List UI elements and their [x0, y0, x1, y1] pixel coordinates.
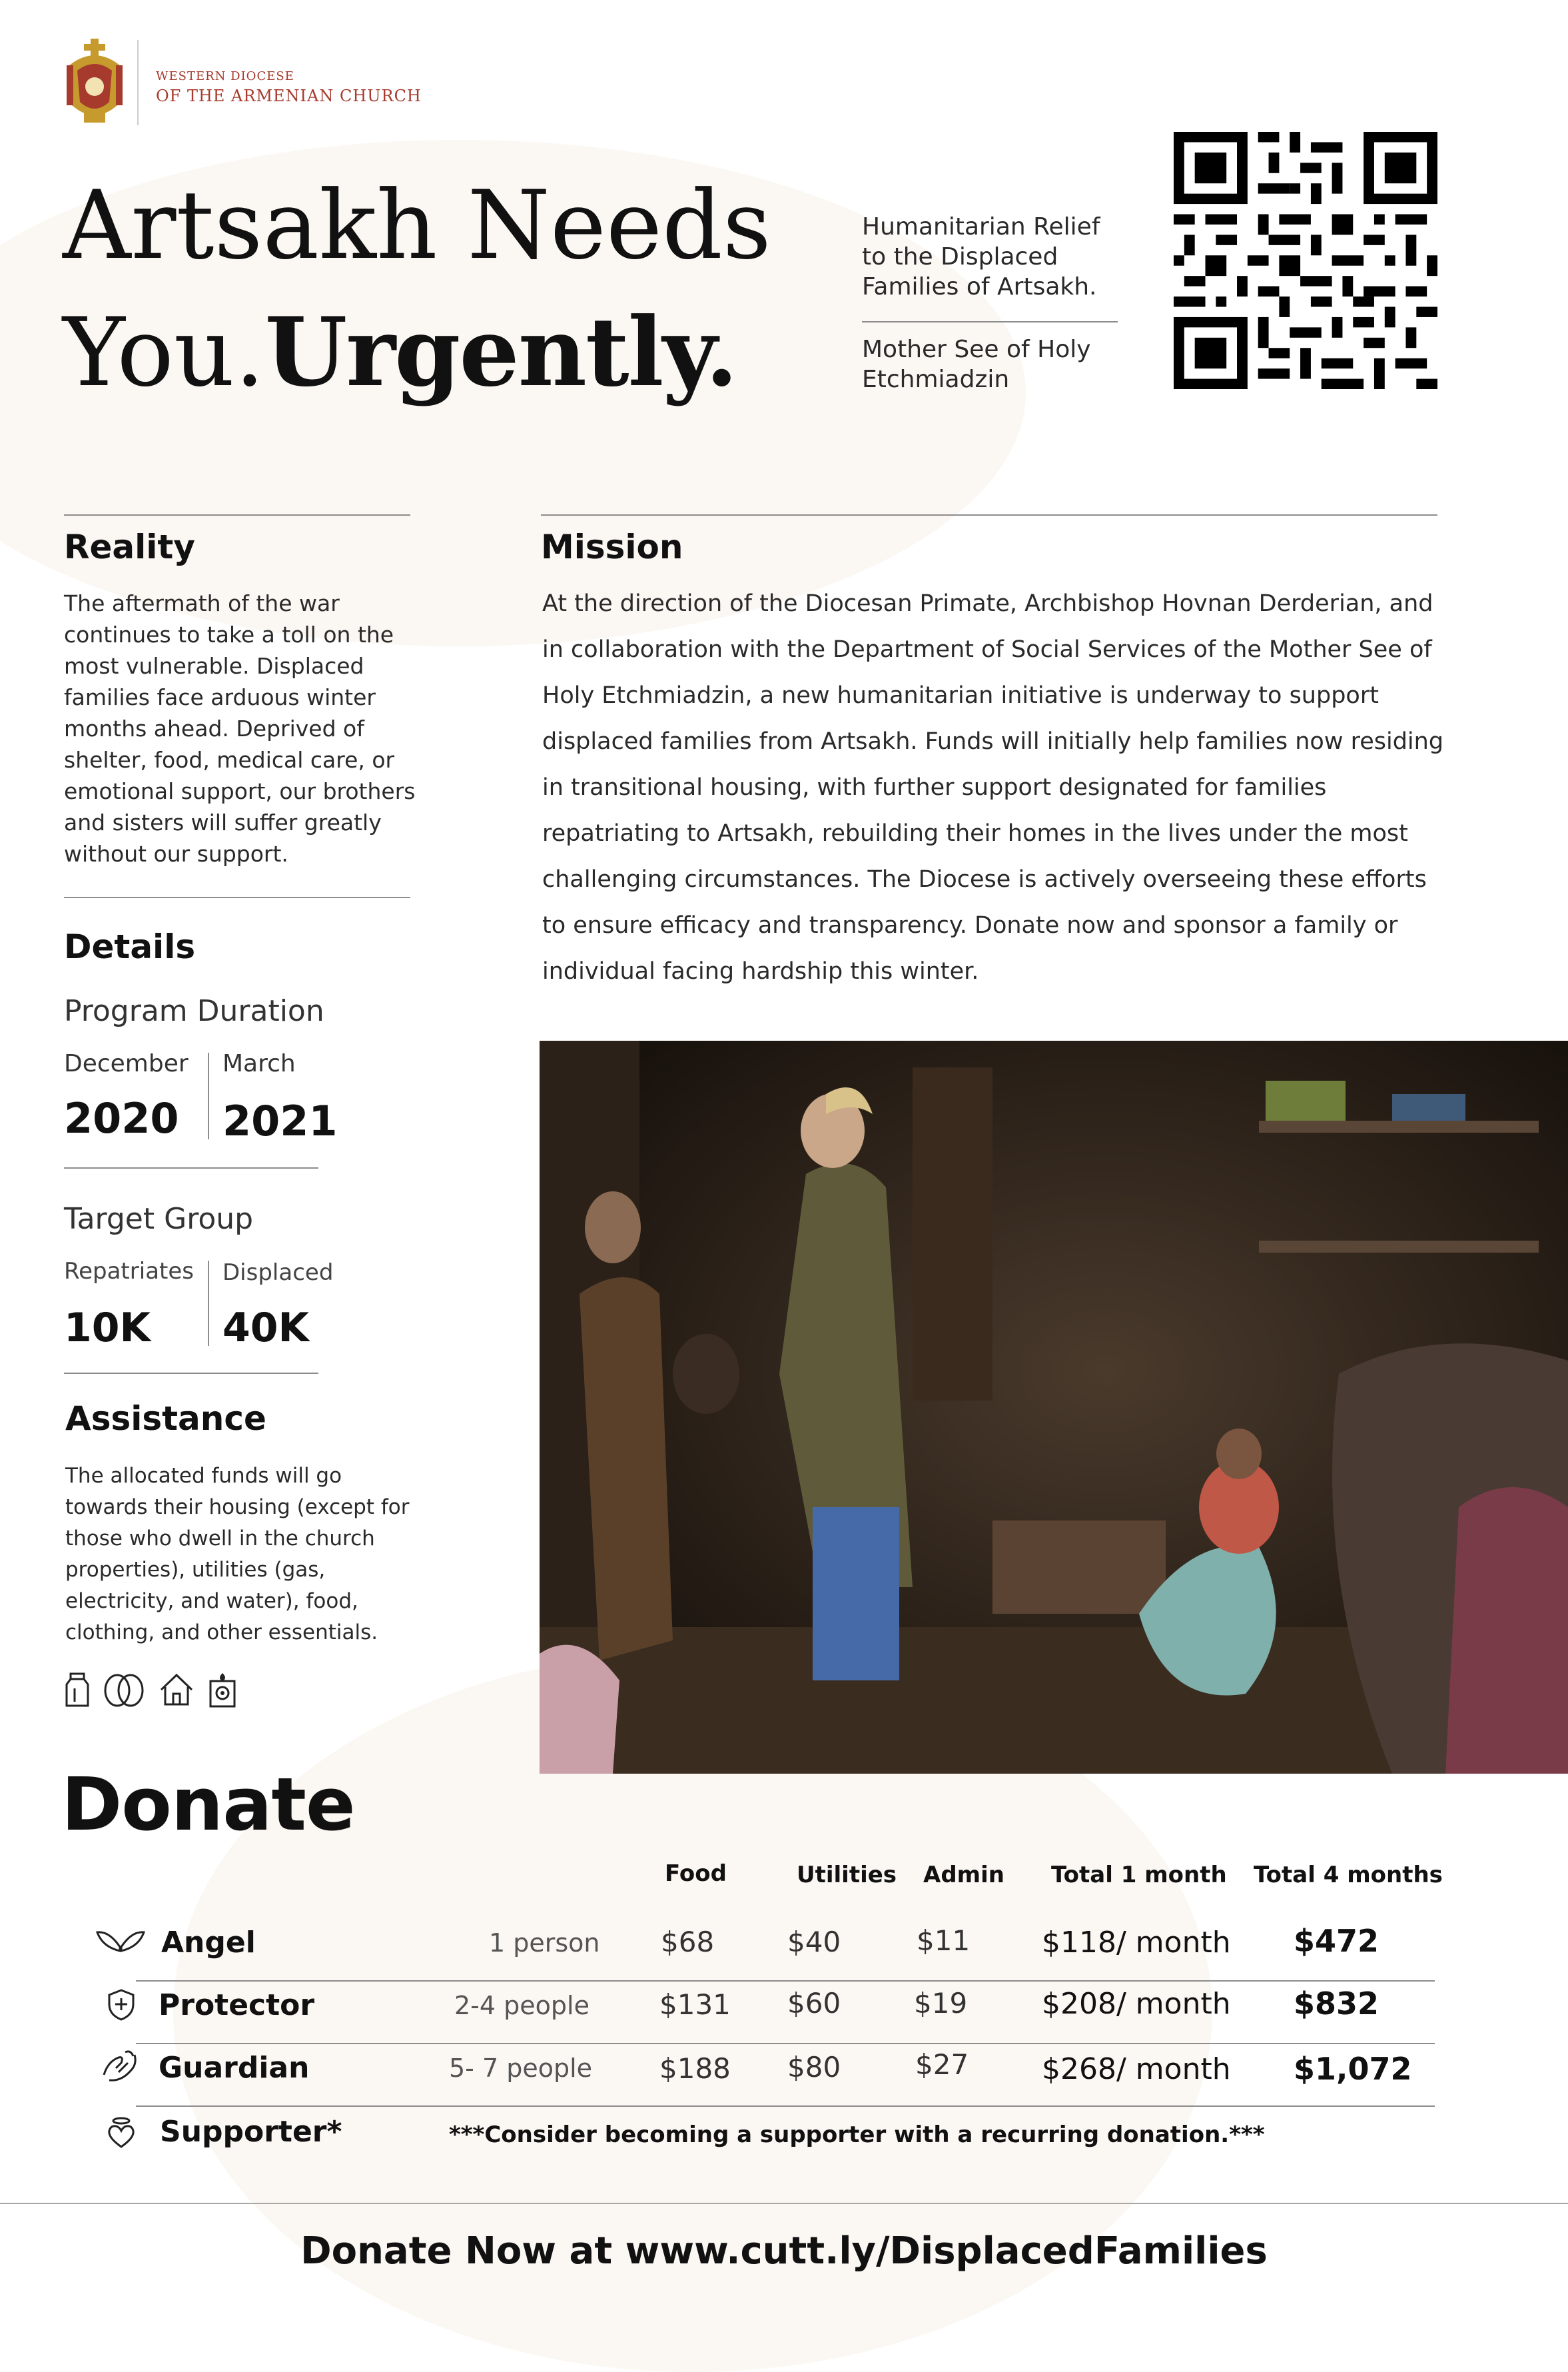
milk-carton-icon: [65, 1672, 89, 1707]
end-month: March: [222, 1050, 296, 1077]
reality-top-rule: [64, 514, 410, 516]
page-title-line2: [63, 289, 737, 416]
program-duration-label: Program Duration: [64, 994, 324, 1028]
qr-code[interactable]: [1174, 132, 1437, 389]
column-total-1-month: Total 1 month: [1051, 1862, 1227, 1888]
clothing-icon: [103, 1672, 145, 1707]
partner-name: Mother See of Holy Etchmiadzin: [862, 336, 1091, 393]
row-divider: [136, 2043, 1435, 2044]
assistance-icons: [65, 1671, 237, 1708]
tier-admin: $19: [914, 1987, 968, 2020]
photo-illustration: [540, 1041, 1568, 1774]
column-total-4-months: Total 4 months: [1254, 1862, 1443, 1888]
tier-admin: $27: [915, 2048, 969, 2081]
column-admin: Admin: [923, 1862, 1004, 1888]
title-you: You.: [63, 298, 265, 408]
supporter-row[interactable]: [87, 2115, 1435, 2168]
shield-icon: [107, 1988, 136, 2022]
target-group-divider: [208, 1261, 209, 1346]
assistance-text: The allocated funds will go towards their housing (except for those who dwell in the church properties), utilities (gas, electricity, and water), food, clothing, and other essentials.: [65, 1464, 410, 1644]
donate-cta-link[interactable]: Donate Now at www.cutt.ly/DisplacedFamilies: [300, 2229, 1268, 2273]
gas-burner-icon: [208, 1672, 237, 1708]
tier-food: $188: [659, 2052, 731, 2085]
tier-total-1-month: $268/ month: [1042, 2052, 1231, 2086]
reality-text: The aftermath of the war continues to take a toll on the most vulnerable. Displaced families face arduous winter months ahead. Deprived of shelter, food, medical care, or emotional support, our brothers and sisters will suffer greatly without our support.: [64, 590, 416, 867]
reality-bottom-rule: [64, 897, 410, 898]
page-title-line1: Artsakh Needs: [63, 171, 771, 281]
tier-utilities: $60: [787, 1987, 841, 2020]
tier-total-4-months: $1,072: [1294, 2051, 1412, 2087]
tier-name: Guardian: [159, 2051, 310, 2085]
tier-food: $131: [659, 1988, 731, 2021]
column-food: Food: [665, 1860, 727, 1887]
logo-divider: [137, 40, 139, 125]
target-group-rule: [64, 1373, 318, 1374]
assistance-heading: Assistance: [65, 1399, 266, 1438]
tier-total-4-months: $832: [1294, 1986, 1379, 2022]
tier-utilities: $40: [787, 1926, 841, 1958]
duration-rule: [64, 1167, 318, 1169]
tier-name: Protector: [159, 1988, 315, 2022]
tier-total-1-month: $208/ month: [1042, 1987, 1231, 2021]
house-icon: [159, 1672, 195, 1707]
target-group-label: Target Group: [64, 1202, 254, 1236]
guardian-hands-icon: [101, 2048, 141, 2084]
row-divider: [136, 1980, 1435, 1982]
group1-value: 10K: [64, 1305, 151, 1351]
start-year: 2020: [64, 1094, 179, 1143]
org-name-line2: OF THE ARMENIAN CHURCH: [156, 87, 422, 105]
tier-total-4-months: $472: [1294, 1923, 1379, 1959]
angel-wings-icon: [96, 1927, 145, 1955]
tier-food: $68: [661, 1926, 715, 1958]
mission-text: At the direction of the Diocesan Primate, Archbishop Hovnan Derderian, and in collaboration with the Department of Social Services of the Mother See of Holy Etchmiadzin, a new humanitarian initiative is underway to support displaced families from Artsakh. Funds will initially help families now residing in transitional housing, with further support designated for families repatriating to Artsakh, rebuilding their homes in the lives under the most challenging circumstances. The Diocese is actively overseeing these efforts to ensure efficacy and transparency. Donate now and sponsor a family or individual facing hardship this winter.: [542, 590, 1444, 985]
tier-utilities: $80: [787, 2051, 841, 2083]
displaced-families-photo: [540, 1041, 1568, 1774]
table-row[interactable]: [87, 2048, 1435, 2104]
details-heading: Details: [64, 927, 196, 966]
supporter-name: Supporter*: [160, 2115, 342, 2149]
mission-top-rule: [541, 514, 1437, 516]
diocese-logo[interactable]: [64, 39, 125, 125]
group2-value: 40K: [222, 1305, 309, 1351]
table-row[interactable]: [87, 1923, 1435, 1979]
table-row[interactable]: [87, 1988, 1435, 2042]
supporter-note: ***Consider becoming a supporter with a recurring donation.***: [449, 2121, 1265, 2148]
subtitle-divider: [862, 321, 1118, 322]
title-urgently: Urgently.: [264, 297, 737, 408]
org-name-line1: WESTERN DIOCESE: [156, 69, 294, 83]
donate-heading: Donate: [61, 1762, 355, 1847]
group1-label: Repatriates: [64, 1258, 194, 1285]
qr-code-icon: [1174, 132, 1437, 389]
group2-label: Displaced: [222, 1259, 334, 1286]
duration-divider: [208, 1053, 209, 1139]
diocese-crest-icon: [64, 39, 125, 125]
tier-people: 5- 7 people: [449, 2054, 593, 2083]
tier-name: Angel: [161, 1926, 256, 1960]
tier-total-1-month: $118/ month: [1042, 1926, 1231, 1960]
subtitle: Humanitarian Relief to the Displaced Families of Artsakh.: [862, 213, 1100, 300]
tier-people: 2-4 people: [454, 1991, 589, 2020]
column-utilities: Utilities: [797, 1862, 897, 1888]
tier-people: 1 person: [489, 1928, 600, 1958]
start-month: December: [64, 1050, 189, 1077]
mission-heading: Mission: [541, 528, 683, 566]
tier-admin: $11: [917, 1924, 971, 1957]
halo-heart-icon: [107, 2116, 136, 2149]
reality-heading: Reality: [64, 528, 195, 566]
row-divider: [136, 2105, 1435, 2107]
footer-rule: [0, 2203, 1568, 2204]
end-year: 2021: [222, 1097, 338, 1145]
